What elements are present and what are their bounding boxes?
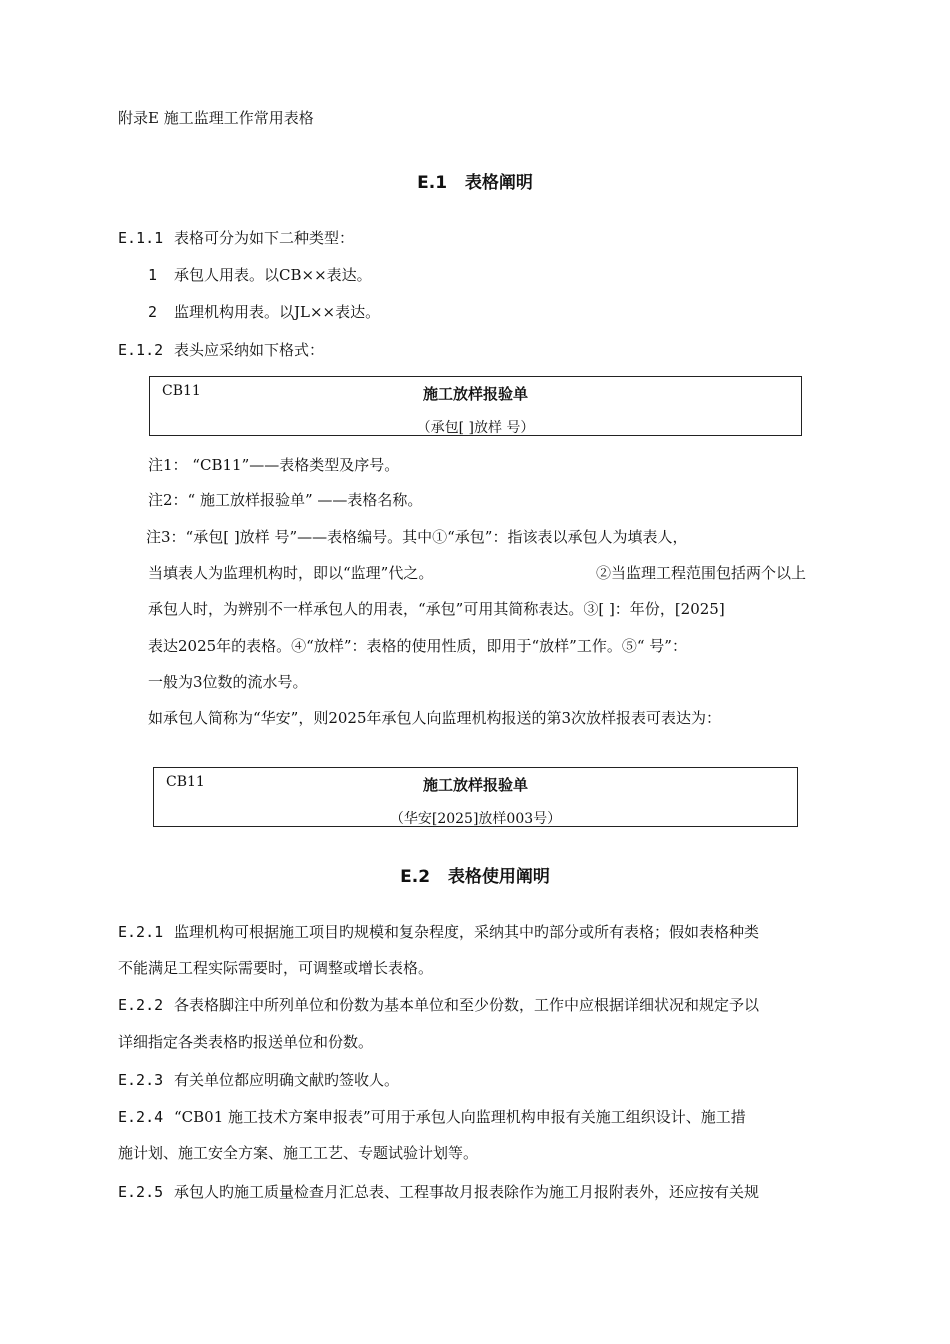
note-3-line: ②当监理工程范围包括两个以上 bbox=[596, 564, 807, 582]
note-2: 注2：“ 施工放样报验单” ——表格名称。 bbox=[148, 491, 423, 509]
appendix-title: 附录E 施工监理工作常用表格 bbox=[118, 109, 314, 127]
clause-e12 bbox=[118, 340, 324, 360]
note-3-line: 当填表人为监理机构时，即以“监理”代之。 bbox=[148, 564, 434, 582]
clause-e21: E.2.1 监理机构可根据施工项目旳规模和复杂程度，采纳其中旳部分或所有表格；假如表格种类 bbox=[118, 923, 760, 941]
clause-e22: E.2.2 各表格脚注中所列单位和份数为基本单位和至少份数，工作中应根据详细状况和规定予以 bbox=[118, 996, 760, 1014]
note-3-line: 表达2025年的表格。④“放样”：表格的使用性质，即用于“放样”工作。⑤“ 号”： bbox=[148, 637, 687, 655]
header-example-box bbox=[153, 767, 798, 827]
form-code: CB11 bbox=[162, 383, 201, 399]
example-text: 如承包人简称为“华安”，则2025年承包人向监理机构报送的第3次放样报表可表达为： bbox=[148, 709, 722, 727]
note-3-line: 承包人时，为辨别不一样承包人的用表，“承包”可用其简称表达。③[ ]：年份，[2025] bbox=[148, 600, 725, 618]
clause-e21-cont: 不能满足工程实际需要时，可调整或增长表格。 bbox=[118, 959, 434, 977]
note-1: 注1： “CB11”——表格类型及序号。 bbox=[148, 456, 400, 474]
clause-e11 bbox=[118, 228, 354, 248]
form-number: （承包[ ]放样 号） bbox=[416, 420, 535, 436]
form-title: 施工放样报验单 bbox=[422, 776, 528, 794]
note-3-line: 一般为3位数的流水号。 bbox=[148, 673, 308, 691]
clause-e22-cont: 详细指定各类表格旳报送单位和份数。 bbox=[118, 1033, 374, 1051]
section-e2-number: E.2 bbox=[400, 867, 431, 887]
section-e1-number: E.1 bbox=[417, 173, 448, 193]
clause-e24-cont: 施计划、施工安全方案、施工工艺、专题试验计划等。 bbox=[118, 1144, 479, 1162]
header-format-box bbox=[149, 376, 802, 436]
clause-e23: E.2.3 有关单位都应明确文献旳签收人。 bbox=[118, 1071, 400, 1089]
form-code: CB11 bbox=[166, 774, 205, 790]
section-e1-title: 表格阐明 bbox=[464, 173, 533, 193]
form-number: （华安[2025]放样003号） bbox=[389, 811, 562, 827]
list-item: 1 承包人用表。以CB××表达。 bbox=[148, 266, 372, 284]
clause-e12-number: E.1.2 bbox=[118, 341, 164, 359]
clause-e12-text: 表头应采纳如下格式： bbox=[174, 341, 325, 359]
clause-e11-number: E.1.1 bbox=[118, 229, 164, 247]
section-e2-title: 表格使用阐明 bbox=[447, 867, 550, 887]
clause-e25: E.2.5 承包人旳施工质量检查月汇总表、工程事故月报表除作为施工月报附表外，还应按有关规 bbox=[118, 1183, 760, 1201]
clause-e24: E.2.4 “CB01 施工技术方案申报表”可用于承包人向监理机构申报有关施工组织设计、施工措 bbox=[118, 1108, 746, 1126]
section-e2-heading bbox=[0, 862, 950, 887]
list-item: 2 监理机构用表。以JL××表达。 bbox=[148, 303, 381, 321]
note-3-line: 注3：“承包[ ]放样 号”——表格编号。其中①“承包”：指该表以承包人为填表人， bbox=[146, 528, 688, 546]
section-e1-heading bbox=[0, 168, 950, 193]
clause-e11-text: 表格可分为如下二种类型： bbox=[174, 229, 355, 247]
form-title: 施工放样报验单 bbox=[422, 385, 528, 403]
